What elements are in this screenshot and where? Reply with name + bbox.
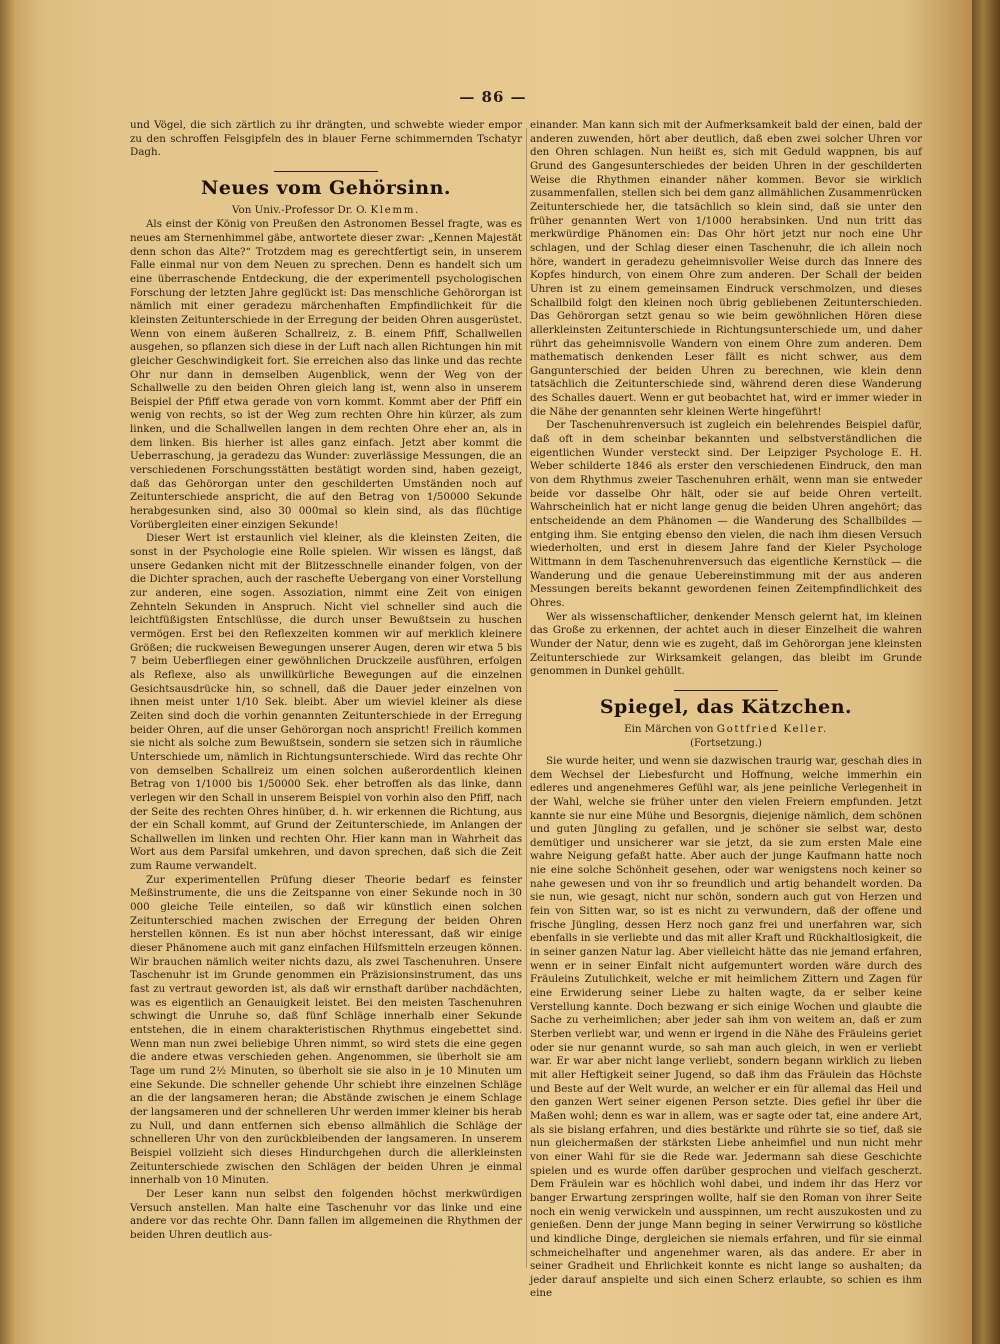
article-separator: [674, 690, 778, 691]
byline-author: Gottfried Keller.: [716, 722, 828, 735]
article-paragraph: Dieser Wert ist erstaunlich viel kleiner, als die kleinsten Zeiten, die sonst in der Psychologie eine Rolle spielen. Wir wissen es längst, daß unsere Gedanken nicht mit der Blitzesschnelle einander folgen, von der die Dichter sprachen, auch der raschefte Uebergang von einer Vorstellung zur anderen, eine sogen. Assoziation, nimmt eine Zeit von einigen Zehnteln Sekunden in Anspruch. Nicht viel schneller sind auch die leichtfüßigsten Entschlüsse, die durch unser Bewußtsein zu huschen vermögen. Erst bei den Reflexzeiten kommen wir auf merklich kleinere Größen; die ruckweisen Bewegungen unserer Augen, deren wir etwa 5 bis 7 beim Ueberfliegen einer gewöhnlichen Druckzeile ausführen, erfolgen als Reflexe, also als unwillkürliche Bewegungen auf die einzelnen Gesichtsausdrücke hin, so schnell, daß die Dauer jeder einzelnen von ihnen meist unter 1/10 Sek. bleibt. Aber um wieviel kleiner als diese Zeiten sind doch die vorhin genannten Zeitunterschiede in der Erregung beider Ohren, auf die unser Gehörorgan noch anspricht! Freilich kommen sie nicht als solche zum Bewußtsein, sondern sie setzen sich in räumliche Unterschiede um, nämlich in Richtungsunterschiede. Wird das rechte Ohr von demselben Schallreiz um einen solchen außerordentlich kleinen Betrag von 1/1000 bis 1/50000 Sek. eher betroffen als das linke, dann verlegen wir den Schall in unserem Beispiel von vorhin also den Pfiff, nach der Seite des rechten Ohres hinüber, d. h. wir erkennen die Richtung, aus der ein Schall kommt, auf Grund der Zeitunterschiede, im Anlangen der Schallwellen im linken und rechten Ohr. Hier kann man in Wahrheit das Wort aus dem Parsifal umkehren, und davon sprechen, daß sich die Zeit zum Raume verwandelt.: [130, 532, 522, 873]
page-edge-right: [972, 0, 1000, 1344]
column-divider: [526, 128, 527, 1268]
byline-prefix: Ein Märchen von: [624, 722, 714, 735]
article-title: Neues vom Gehörsinn.: [200, 176, 452, 199]
article-paragraph: Sie wurde heiter, und wenn sie dazwischen traurig war, geschah dies in dem Wechsel der Liebesfurcht und Hoffnung, welche immerhin ein edleres und angenehmeres Gefühl war, als jene peinliche Verlegenheit in der Wahl, welche sie früher unter den vielen Freiern empfunden. Jetzt kannte sie nur eine Mühe und Besorgnis, diejenige nämlich, dem schönen und guten Jüngling zu gefallen, und je schöner sie selbst war, desto demütiger und unsicherer war sie jetzt, da sie zum ersten Male eine wahre Neigung gefaßt hatte. Aber auch der junge Kaufmann hatte noch nie eine solche Schönheit gesehen, oder war wenigstens noch keiner so nahe gewesen und von ihr so freundlich und artig behandelt worden. Da sie nun, wie gesagt, nicht nur schön, sondern auch gut von Herzen und fein von Sitten war, so ist es nicht zu verwundern, daß der offene und frische Jüngling, dessen Herz noch ganz frei und unerfahren war, sich ebenfalls in sie verliebte und das mit aller Kraft und Rückhaltlosigkeit, die in seiner ganzen Natur lag. Aber vielleicht hätte das nie jemand erfahren, wenn er in seiner Einfalt nicht aufgemuntert worden wäre durch des Fräuleins Zutulichkeit, welche er mit heimlichem Zittern und Zagen für eine Erwiderung seiner Liebe zu halten wagte, da er selber keine Verstellung kannte. Doch bezwang er sich einige Wochen und glaubte die Sache zu verheimlichen; aber jeder sah ihm von weitem an, daß er zum Sterben verliebt war, und wenn er irgend in die Nähe des Fräuleins geriet oder sie nur genannt wurde, so sah man auch gleich, in wen er verliebt war. Er war aber nicht lange verliebt, sondern begann wirklich zu lieben mit aller Heftigkeit seiner Jugend, so daß ihm das Fräulein das Höchste und Beste auf der Welt wurde, an welcher er ein für allemal das Heil und den ganzen Wert seiner eigenen Person setzte. Dies gefiel ihr über die Maßen wohl; denn es war in allem, was er sagte oder tat, eine andere Art, als sie bislang erfahren, und dies bestärkte und rührte sie so tief, daß sie nun gleichermaßen der stärksten Liebe anheimfiel und nun nicht mehr von einer Wahl für sie die Rede war. Jedermann sah diese Geschichte spielen und es wurde offen darüber gesprochen und vielfach gescherzt. Dem Fräulein war es höchlich wohl dabei, und indem ihr das Herz vor banger Erwartung zerspringen wollte, half sie den Roman von ihrer Seite noch ein wenig verwickeln und ausspinnen, um recht auszukosten und zu genießen. Denn der junge Mann beging in seiner Verwirrung so köstliche und kindliche Dinge, dergleichen sie niemals erfahren, und für sie einmal schmeichelhafter und angenehmer waren, als das andere. Er aber in seiner Gradheit und Ehrlichkeit konnte es nicht lange so aushalten; da jeder darauf anspielte und sich einen Scherz erlaubte, so schien es ihm eine: [530, 754, 922, 1300]
byline-prefix: Von Univ.-Professor Dr. O.: [232, 203, 368, 216]
article-byline: [130, 204, 522, 218]
article-paragraph: einander. Man kann sich mit der Aufmerksamkeit bald der einen, bald der anderen zuwenden, hört aber deutlich, daß eben zwei solcher Uhren vor den Ohren schlagen. Nun heißt es, sich mit Geduld wappnen, bis auf Grund des Gangesunterschiedes der beiden Uhren in der geschilderten Weise die Rhythmen einander näher kommen. Bevor sie wirklich zusammenfallen, stellen sich bei dem ganz allmählichen Zusammenrücken Zeitunterschiede her, die tatsächlich so klein sind, daß sie unter den früher genannten Wert von 1/1000 herabsinken. Und nun tritt das merkwürdige Phänomen ein: Das Ohr hört jetzt nur noch eine Uhr schlagen, und der Schlag dieser einen Taschenuhr, die ich allein noch höre, wandert in geradezu geheimnisvoller Weise durch das Innere des Kopfes hindurch, von einem Ohre zum anderen. Der Schall der beiden Uhren ist zu einem gemeinsamen Eindruck verschmolzen, und dieses Schallbild folgt den kleinen noch übrig gebliebenen Zeitunterschieden. Das Gehörorgan setzt genau so wie beim gewöhnlichen Hören diese allerkleinsten Zeitunterschiede in Richtungsunterschiede um, und daher rührt das geheimnisvolle Wandern von einem Ohre zum anderen. Dem mathematisch denkenden Leser fällt es nicht schwer, aus dem Gangunterschied der beiden Uhren zu berechnen, wie klein denn tatsächlich die Zeitunterschiede sind, während deren diese Wanderung des Schalles dauert. Wenn er gut beobachtet hat, wird er immer wieder in die Nähe der genannten sehr kleinen Werte hingeführt!: [530, 119, 922, 418]
article-separator: [274, 171, 378, 172]
left-column: [130, 119, 522, 1243]
right-column: [530, 119, 922, 1301]
page-gutter-left: [0, 0, 14, 1344]
article-paragraph: Der Leser kann nun selbst den folgenden höchst merkwürdigen Versuch anstellen. Man halte eine Taschenuhr vor das linke und eine andere vor das rechte Ohr. Dann fallen im allgemeinen die Rhythmen der beiden Uhren deutlich aus-: [130, 1187, 522, 1241]
article-paragraph: Als einst der König von Preußen den Astronomen Bessel fragte, was es neues am Sternenhimmel gäbe, antwortete dieser zwar: „Kennen Majestät denn schon das Alte?“ Trotzdem mag es gerechtfertigt sein, in unserem Falle einmal nur von dem Neuen zu sprechen. Denn es handelt sich um eine überraschende Entdeckung, die der experimentell psychologischen Forschung der letzten Jahre geglückt ist: Das menschliche Gehörorgan ist nämlich mit einer geradezu märchenhaften Empfindlichkeit für die kleinsten Zeitunterschiede in der Erregung der beiden Ohren ausgerüstet. Wenn von einem äußeren Schallreiz, z. B. einem Pfiff, Schallwellen ausgehen, so pflanzen sich diese in der Luft nach allen Richtungen hin mit gleicher Geschwindigkeit fort. Sie erreichen also das linke und das rechte Ohr nur dann in demselben Augenblick, wenn der Weg von der Schallwelle zu den beiden Ohren gleich lang ist, wenn also in unserem Beispiel der Pfiff etwa gerade von vorn kommt. Kommt aber der Pfiff ein wenig von rechts, so ist der Weg zum rechten Ohre hin kürzer, als zum linken, und die Schallwellen langen in dem rechten Ohre eher an, als in dem linken. Bis hierher ist alles ganz einfach. Jetzt aber kommt die Ueberraschung, ja geradezu das Wunder: zuverlässige Messungen, die an verschiedenen Forschungsstätten bestätigt worden sind, haben gezeigt, daß das Gehörorgan unter den geschilderten Umständen noch auf Zeitunterschiede anspricht, die auf den Betrag von 1/50000 Sekunde herabgesunken sind, also 30 000mal so klein sind, als das flüchtige Vorübergleiten einer einzigen Sekunde!: [130, 218, 522, 531]
page-number: — 86 —: [459, 88, 527, 106]
byline-author: Klemm.: [370, 203, 420, 216]
continuation-note: (Fortsetzung.): [690, 738, 762, 750]
article-byline: [530, 723, 922, 737]
story-continuation: und Vögel, die sich zärtlich zu ihr drängten, und schwebte wieder empor zu den schroffen Felsgipfeln des in blauer Ferne schimmernden Tschatyr Dagh.: [130, 119, 522, 159]
article-title: Spiegel, das Kätzchen.: [599, 695, 853, 718]
article-paragraph: Der Taschenuhrenversuch ist zugleich ein belehrendes Beispiel dafür, daß oft in dem scheinbar bekannten und selbstverständlichen die eigentlichen Wunder versteckt sind. Der Leipziger Psychologe E. H. Weber schilderte 1846 als erster den verschiedenen Eindruck, den man von dem Rhythmus zweier Taschenuhren erhält, wenn man sie entweder beide vor dasselbe Ohr hält, oder sie auf beide Ohren verteilt. Wahrscheinlich hat er nicht lange genug die beiden Uhren angehört; das entscheidende an dem Phänomen — die Wanderung des Schallbildes — entging ihm. Sie entging ebenso den vielen, die nach ihm diesen Versuch wiederholten, und erst in diesem Jahre fand der Kieler Psychologe Wittmann in dem Taschenuhrenversuch das eigentliche Kernstück — die Wanderung und die genaue Uebereinstimmung mit der aus anderen Messungen bereits bekannt gewordenen feinen Zeitempfindlichkeit des Ohres.: [530, 419, 922, 609]
article-paragraph: Wer als wissenschaftlicher, denkender Mensch gelernt hat, im kleinen das Große zu erkennen, der achtet auch in dieser Einzelheit die wahren Wunder der Natur, denn wie es zugeht, daß im Gehörorgan jene kleinsten Zeitunterschiede zur Wirksamkeit gelangen, das bleibt im Grunde genommen in Dunkel gehüllt.: [530, 610, 922, 678]
article-paragraph: Zur experimentellen Prüfung dieser Theorie bedarf es feinster Meßinstrumente, die uns die Zeitspanne von einer Sekunde noch in 30 000 gleiche Teile einteilen, so daß wir künstlich einen solchen Zeitunterschied machen zwischen der Erregung der beiden Ohren herstellen können. Es ist nun aber höchst interessant, daß wir einige dieser Phänomene auch mit ganz einfachen Hilfsmitteln erzeugen können. Wir brauchen nämlich weiter nichts dazu, als zwei Taschenuhren. Unsere Taschenuhr ist im Grunde genommen ein Präzisionsinstrument, das uns fast zu vertraut geworden ist, als daß wir ernsthaft darüber nachdächten, was es eigentlich an Genauigkeit leistet. Bei den meisten Taschenuhren schwingt die Unruhe so, daß fünf Schläge innerhalb einer Sekunde entstehen, die in einem charakteristischen Rhythmus eingebettet sind. Wenn man nun zwei beliebige Uhren nimmt, so wird stets die eine gegen die andere etwas verschieden gehen. Angenommen, sie überholt sie am Tage um rund 2½ Minuten, so überholt sie sie also in je 10 Minuten um eine Sekunde. Die schneller gehende Uhr schiebt ihre einzelnen Schläge an die der langsameren heran; die Abstände zwischen je einem Schlage der langsameren und der schnelleren Uhr werden immer kleiner bis herab zu Null, und dann entfernen sich ebenso allmählich die Schläge der schnelleren Uhr von den zurückbleibenden der langsameren. In unserem Beispiel vollzieht sich dieses Hindurchgehen durch die allerkleinsten Zeitunterschiede zwischen den Schlägen der beiden Uhren je einmal innerhalb von 10 Minuten.: [130, 873, 522, 1187]
